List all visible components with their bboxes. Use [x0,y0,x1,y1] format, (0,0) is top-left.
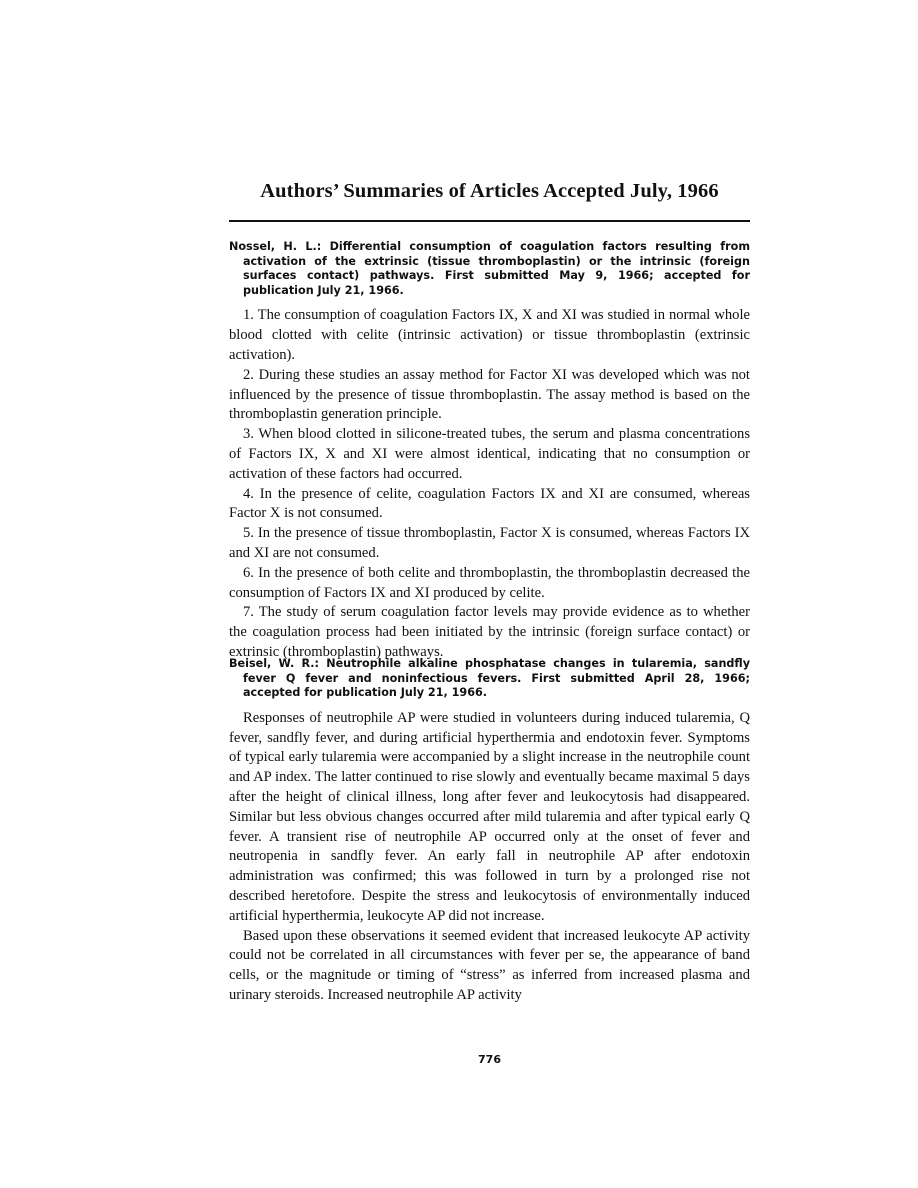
article-paragraph: 3. When blood clotted in silicone-treated tubes, the serum and plasma concentrations of Factors IX, X and XI were almost identical, indicating that no consumption or activation of these factors had occurred. [229,426,750,482]
title-rule [229,220,750,222]
page-title: Authors’ Summaries of Articles Accepted July, 1966 [260,180,719,202]
article-heading: Beisel, W. R.: Neutrophile alkaline phosphatase changes in tularemia, sandfly fever Q fever and noninfectious fevers. First submitted April 28, 1966; accepted for publication July 21, 1966. [229,657,750,700]
article-paragraph: 5. In the presence of tissue thromboplastin, Factor X is consumed, whereas Factors IX and XI are not consumed. [229,525,750,561]
article-heading: Nossel, H. L.: Differential consumption of coagulation factors resulting from activation of the extrinsic (tissue thromboplastin) or the intrinsic (foreign surfaces contact) pathways. First submitted May 9, 1966; accepted for publication July 21, 1966. [229,240,750,297]
article-paragraph: Responses of neutrophile AP were studied in volunteers during induced tularemia, Q fever, sandfly fever, and during artificial hyperthermia and endotoxin fever. Symptoms of typical early tularemia were accompanied by a slight increase in the neutrophile count and AP index. The latter continued to rise slowly and eventually became maximal 5 days after the height of clinical illness, long after fever and leukocytosis had disappeared. Similar but less obvious changes occurred after mild tularemia and after typical early Q fever. A transient rise of neutrophile AP occurred only at the onset of fever and neutropenia in sandfly fever. An early fall in neutrophile AP after endotoxin administration was confirmed; this was followed in turn by a prolonged rise not described heretofore. Despite the stress and leukocytosis of environmentally induced artificial hyperthermia, leukocyte AP did not increase. [229,709,750,924]
article-paragraph: 2. During these studies an assay method for Factor XI was developed which was not influenced by the presence of tissue thromboplastin. The assay method is based on the thromboplastin generation principle. [229,366,750,423]
article-paragraph: 6. In the presence of both celite and thromboplastin, the thromboplastin decreased the consumption of Factors IX and XI produced by celite. [229,564,750,601]
page-number: 776 [478,1053,501,1066]
article-paragraph: 1. The consumption of coagulation Factors IX, X and XI was studied in normal whole blood clotted with celite (intrinsic activation) or tissue thromboplastin (extrinsic activation). [229,307,750,363]
article-beisel [229,657,750,1006]
article-paragraph: 4. In the presence of celite, coagulation Factors IX and XI are consumed, whereas Factor X is not consumed. [229,485,750,522]
article-paragraph: Based upon these observations it seemed evident that increased leukocyte AP activity could not be correlated in all circumstances with fever per se, the appearance of band cells, or the magnitude or timing of “stress” as inferred from increased plasma and urinary steroids. Increased neutrophile AP activity [229,927,750,1003]
article-nossel [229,240,750,663]
article-paragraph: 7. The study of serum coagulation factor levels may provide evidence as to whether the coagulation process had been initiated by the intrinsic (foreign surface contact) or extrinsic (thromboplastin) pathways. [229,604,750,660]
